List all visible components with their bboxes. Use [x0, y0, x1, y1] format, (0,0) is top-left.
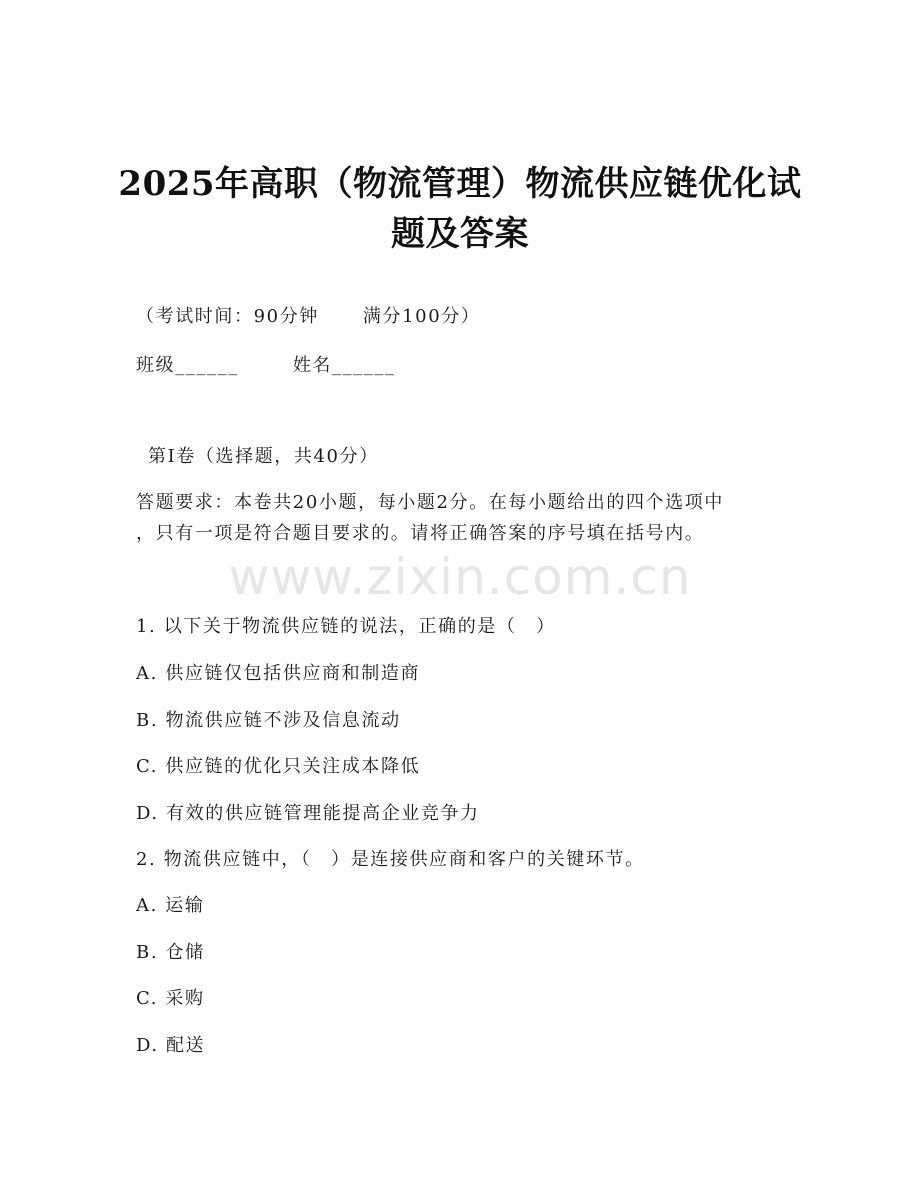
exam-info [136, 302, 480, 328]
name-field: 姓名______ [292, 355, 396, 376]
question-1-option-c: C. 供应链的优化只关注成本降低 [136, 756, 421, 777]
student-info [136, 351, 396, 377]
question-2-stem: 2. 物流供应链中，（ ）是连接供应商和客户的关键环节。 [136, 849, 645, 870]
section-title: 第Ⅰ卷（选择题，共40分） [148, 446, 379, 467]
question-1-stem: 1. 以下关于物流供应链的说法，正确的是（ ） [136, 616, 556, 637]
question-1-option-a: A. 供应链仅包括供应商和制造商 [136, 663, 421, 684]
question-1-option-b: B. 物流供应链不涉及信息流动 [136, 710, 401, 731]
question-2-option-b: B. 仓储 [136, 942, 205, 963]
watermark: www.zixin.com.cn [228, 548, 692, 606]
instructions-line-2: ，只有一项是符合题目要求的。请将正确答案的序号填在括号内。 [136, 523, 705, 544]
question-1-option-d: D. 有效的供应链管理能提高企业竞争力 [136, 803, 480, 824]
exam-time: （考试时间：90分钟 [136, 306, 319, 327]
class-field: 班级______ [136, 355, 239, 376]
instructions-line-1: 答题要求：本卷共20小题，每小题2分。在每小题给出的四个选项中 [136, 492, 724, 513]
question-2-option-c: C. 采购 [136, 988, 205, 1009]
question-2-option-d: D. 配送 [136, 1035, 206, 1056]
document-title-line-2: 题及答案 [391, 214, 529, 254]
question-2-option-a: A. 运输 [136, 895, 205, 916]
exam-score: 满分100分） [362, 306, 481, 327]
document-title-line-1: 2025年高职（物流管理）物流供应链优化试 [118, 164, 802, 204]
